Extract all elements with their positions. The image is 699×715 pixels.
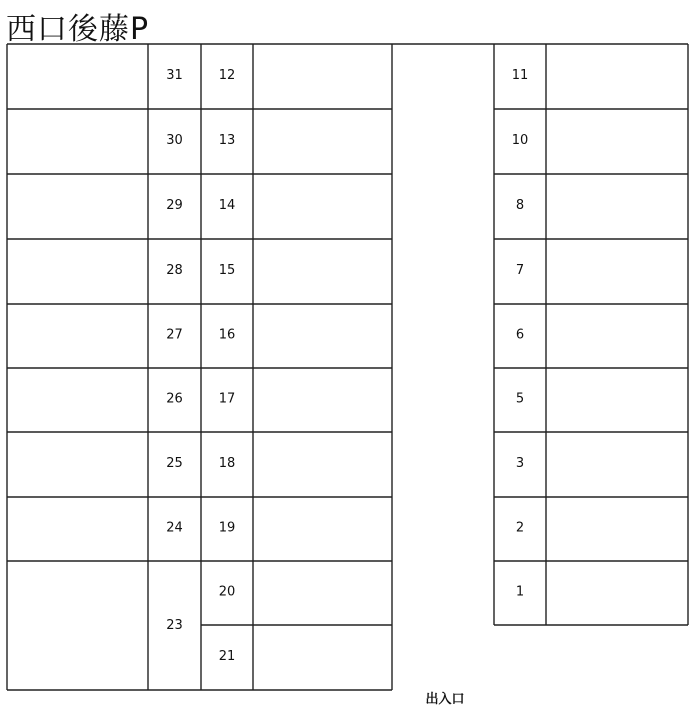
space-number-14: 14	[218, 198, 236, 213]
space-number-28: 28	[166, 263, 183, 278]
space-number-1: 1	[515, 584, 525, 600]
space-number-30: 30	[166, 133, 183, 148]
space-number-16: 16	[218, 327, 236, 343]
space-number-23: 23	[166, 618, 183, 633]
space-number-26: 26	[166, 391, 183, 407]
space-number-21: 21	[218, 649, 236, 664]
space-number-12: 12	[218, 68, 236, 83]
space-number-5: 5	[515, 391, 525, 407]
space-number-7: 7	[515, 263, 525, 278]
space-number-24: 24	[166, 520, 183, 536]
space-number-18: 18	[218, 456, 236, 471]
space-number-19: 19	[218, 520, 236, 536]
space-number-13: 13	[218, 133, 236, 148]
space-number-2: 2	[515, 520, 525, 536]
space-number-8: 8	[515, 198, 525, 213]
space-number-3: 3	[515, 456, 525, 471]
space-number-15: 15	[218, 263, 236, 278]
space-number-31: 31	[166, 68, 183, 83]
lot-title: 西口後藤P	[6, 12, 150, 47]
space-number-29: 29	[166, 198, 183, 213]
exit-label: 出入口	[425, 692, 465, 707]
space-number-17: 17	[218, 391, 236, 407]
space-number-10: 10	[511, 133, 529, 148]
space-number-25: 25	[166, 456, 183, 471]
space-number-20: 20	[218, 584, 236, 600]
space-number-27: 27	[166, 327, 183, 343]
space-number-11: 11	[511, 68, 529, 83]
space-number-6: 6	[515, 327, 525, 343]
